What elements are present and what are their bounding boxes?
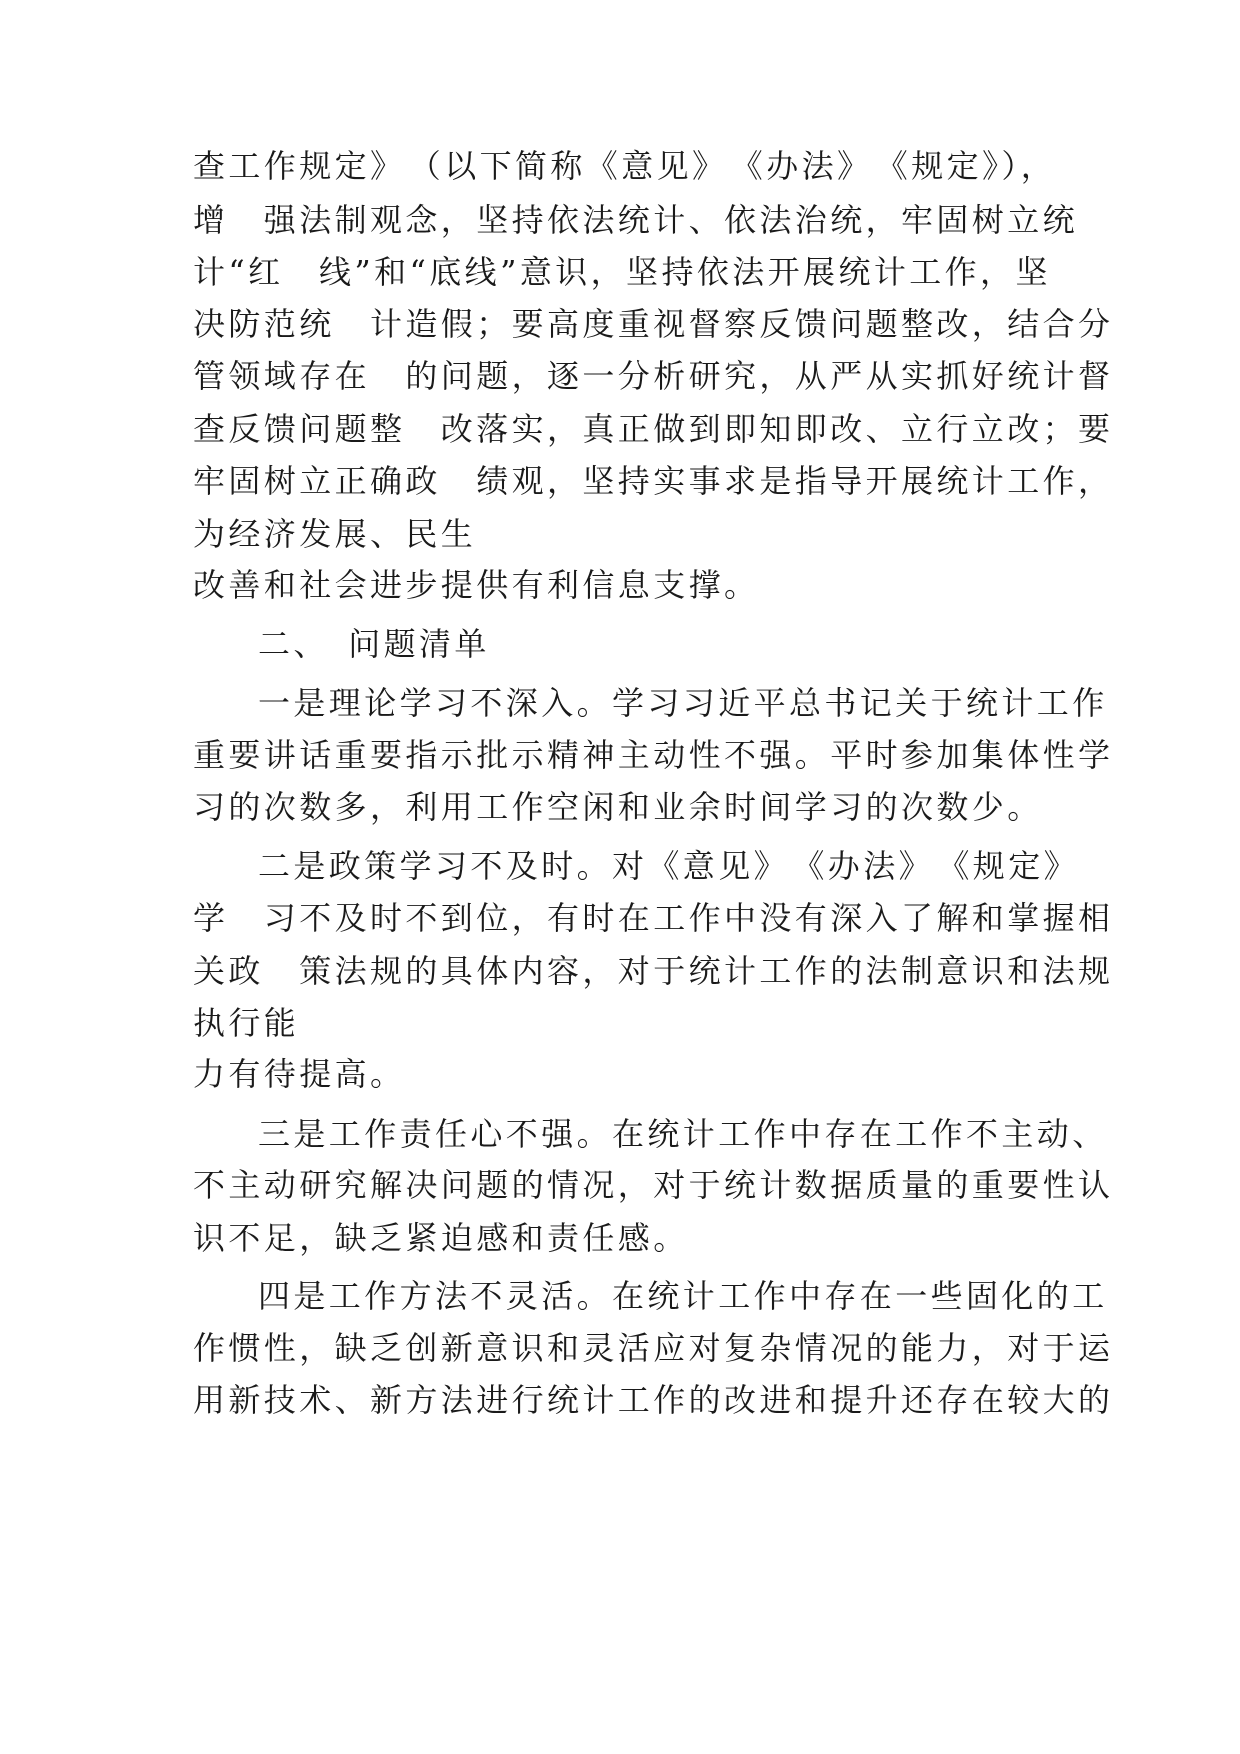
- text-line: 学 习不及时不到位，有时在工作中没有深入了解和掌握相: [193, 899, 1114, 937]
- text-line: 计“红 线”和“底线”意识，坚持依法开展统计工作，坚: [193, 253, 1051, 291]
- text-line: 习的次数多，利用工作空闲和业余时间学习的次数少。: [193, 788, 1043, 826]
- paragraph-first-line: 三是工作责任心不强。在统计工作中存在工作不主动、: [258, 1115, 1108, 1153]
- text-line: 不主动研究解决问题的情况，对于统计数据质量的重要性认: [193, 1166, 1114, 1204]
- text-line: 改善和社会进步提供有利信息支撑。: [193, 566, 760, 604]
- paragraph-first-line: 一是理论学习不深入。学习习近平总书记关于统计工作: [258, 684, 1108, 722]
- text-line: 牢固树立正确政 绩观，坚持实事求是指导开展统计工作，: [193, 462, 1114, 500]
- text-line: 关政 策法规的具体内容，对于统计工作的法制意识和法规: [193, 952, 1114, 990]
- text-line: 管领域存在 的问题，逐一分析研究，从严从实抓好统计督: [193, 357, 1114, 395]
- text-line: 查工作规定》 （以下简称《意见》 《办法》 《规定》），: [193, 147, 1057, 185]
- text-line: 用新技术、新方法进行统计工作的改进和提升还存在较大的: [193, 1381, 1114, 1419]
- text-line: 作惯性，缺乏创新意识和灵活应对复杂情况的能力，对于运: [193, 1329, 1114, 1367]
- text-line: 执行能: [193, 1004, 300, 1042]
- text-line: 为经济发展、民生: [193, 515, 477, 553]
- text-line: 决防范统 计造假；要高度重视督察反馈问题整改，结合分: [193, 305, 1114, 343]
- text-line: 增 强法制观念，坚持依法统计、依法治统，牢固树立统: [193, 201, 1079, 239]
- text-line: 力有待提高。: [193, 1055, 406, 1093]
- text-line: 查反馈问题整 改落实，真正做到即知即改、立行立改；要: [193, 410, 1114, 448]
- text-line: 识不足，缺乏紧迫感和责任感。: [193, 1219, 689, 1257]
- paragraph-first-line: 二是政策学习不及时。对《意见》 《办法》 《规定》: [258, 847, 1080, 885]
- text-line: 重要讲话重要指示批示精神主动性不强。平时参加集体性学: [193, 736, 1114, 774]
- paragraph-first-line: 四是工作方法不灵活。在统计工作中存在一些固化的工: [258, 1277, 1108, 1315]
- section-heading: 二、 问题清单: [258, 625, 490, 663]
